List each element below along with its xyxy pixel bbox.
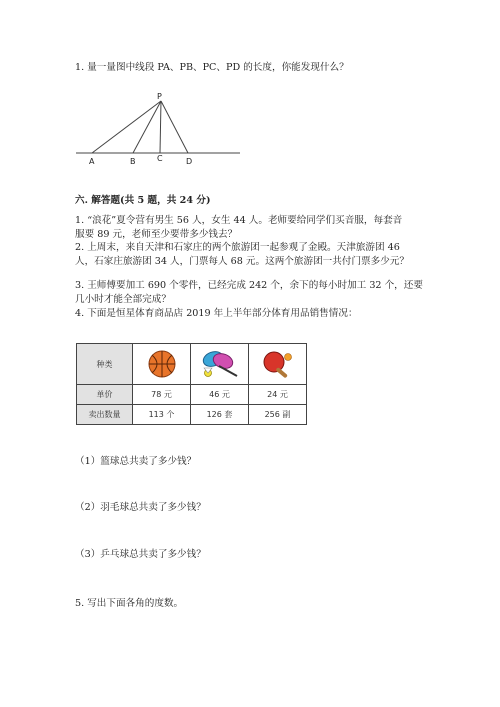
question-3-line-2: 几小时才能全部完成？: [75, 294, 171, 305]
point-d-label: D: [186, 157, 193, 166]
subquestion-3: （3）乒乓球总共卖了多少钱？: [75, 549, 206, 560]
basketball-icon: [147, 349, 177, 379]
table-row: [77, 385, 307, 405]
badminton-price: 46 元: [191, 385, 249, 405]
badminton-icon: [199, 348, 241, 380]
basketball-cell: [133, 344, 191, 385]
segment-pa: [92, 101, 161, 153]
ping-pong-cell: [249, 344, 307, 385]
question-1-line-2: 服要 89 元，老师至少要带多少钱去？: [75, 229, 238, 240]
point-p-label: P: [157, 92, 162, 101]
line-segment-figure: [70, 90, 245, 168]
question-1-line-1: 1. “浪花”夏令营有男生 56 人，女生 44 人。老师要给同学们买音服，每套音: [75, 215, 403, 226]
subquestion-1: （1）篮球总共卖了多少钱？: [75, 456, 197, 467]
question-2-line-1: 2. 上周末，来自天津和石家庄的两个旅游团一起参观了金殿。天津旅游团 46: [75, 242, 400, 253]
question-3-line-1: 3. 王师傅要加工 690 个零件，已经完成 242 个，余下的每小时加工 32 个，还要: [75, 280, 423, 291]
segment-pc: [160, 101, 161, 153]
question-line-segments: 1. 量一量图中线段 PA、PB、PC、PD 的长度，你能发现什么？: [75, 62, 349, 73]
table-row: [77, 344, 307, 385]
ping-pong-sold: 256 副: [249, 405, 307, 425]
ping-pong-icon: [261, 349, 295, 379]
table-row: [77, 405, 307, 425]
basketball-sold: 113 个: [133, 405, 191, 425]
point-a-label: A: [89, 157, 95, 166]
ping-pong-price: 24 元: [249, 385, 307, 405]
subquestion-2: （2）羽毛球总共卖了多少钱？: [75, 502, 206, 513]
sales-table: [76, 343, 307, 425]
segment-pd: [161, 101, 188, 153]
question-5: 5. 写出下面各角的度数。: [75, 598, 184, 609]
header-category: 种类: [77, 344, 133, 385]
point-c-label: C: [157, 154, 163, 163]
header-sold: 卖出数量: [77, 405, 133, 425]
badminton-cell: [191, 344, 249, 385]
badminton-sold: 126 套: [191, 405, 249, 425]
section-title: 六. 解答题(共 5 题，共 24 分): [75, 195, 211, 206]
basketball-price: 78 元: [133, 385, 191, 405]
point-b-label: B: [130, 157, 136, 166]
question-4: 4. 下面是恒星体育商品店 2019 年上半年部分体育用品销售情况：: [75, 308, 358, 319]
segment-pb: [133, 101, 161, 153]
question-2-line-2: 人，石家庄旅游团 34 人，门票每人 68 元。这两个旅游团一共付门票多少元？: [75, 256, 410, 267]
header-price: 单价: [77, 385, 133, 405]
